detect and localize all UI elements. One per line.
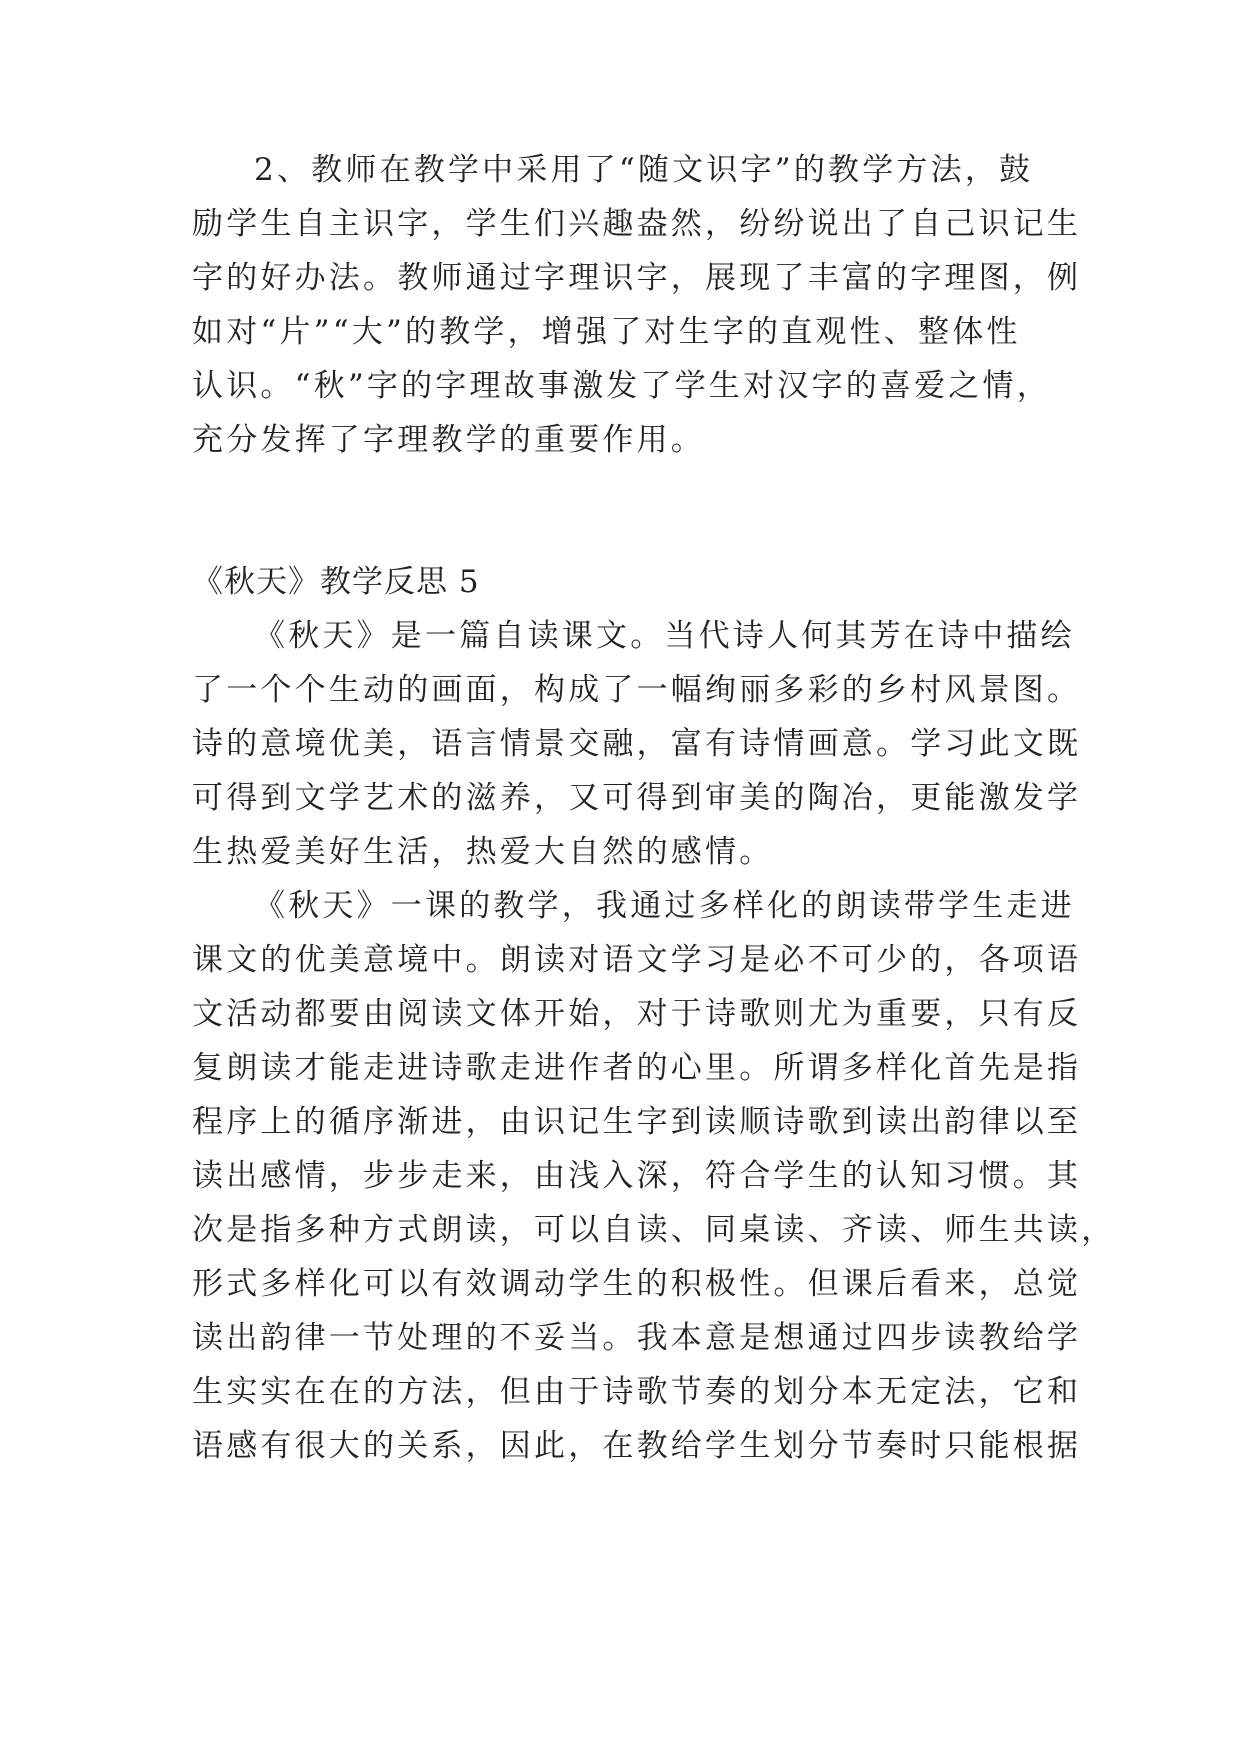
paragraph-1-line-2: 励学生自主识字，学生们兴趣盎然，纷纷说出了自己识记生: [192, 206, 1082, 242]
paragraph-1-line-6: 充分发挥了字理教学的重要作用。: [192, 422, 705, 458]
paragraph-3-line-8: 形式多样化可以有效调动学生的积极性。但课后看来，总觉: [192, 1266, 1082, 1302]
paragraph-1-line-4: 如对“片”“大”的教学，增强了对生字的直观性、整体性: [192, 314, 1021, 350]
paragraph-3-line-2: 课文的优美意境中。朗读对语文学习是必不可少的，各项语: [192, 942, 1082, 978]
paragraph-1-line-3: 字的好办法。教师通过字理识字，展现了丰富的字理图，例: [192, 260, 1082, 296]
paragraph-2-line-4: 可得到文学艺术的滋养，又可得到审美的陶冶，更能激发学: [192, 780, 1082, 816]
paragraph-2-line-3: 诗的意境优美，语言情景交融，富有诗情画意。学习此文既: [192, 726, 1082, 762]
paragraph-3-line-11: 语感有很大的关系，因此，在教给学生划分节奏时只能根据: [192, 1428, 1082, 1464]
paragraph-3-line-9: 读出韵律一节处理的不妥当。我本意是想通过四步读教给学: [192, 1320, 1082, 1356]
paragraph-3-line-3: 文活动都要由阅读文体开始，对于诗歌则尤为重要，只有反: [192, 996, 1082, 1032]
paragraph-3-line-4: 复朗读才能走进诗歌走进作者的心里。所谓多样化首先是指: [192, 1050, 1082, 1086]
paragraph-3-line-6: 读出感情，步步走来，由浅入深，符合学生的认知习惯。其: [192, 1158, 1082, 1194]
paragraph-3-line-1: 《秋天》一课的教学，我通过多样化的朗读带学生走进: [254, 888, 1075, 924]
paragraph-2-line-2: 了一个个生动的画面，构成了一幅绚丽多彩的乡村风景图。: [192, 672, 1082, 708]
paragraph-2-line-5: 生热爱美好生活，热爱大自然的感情。: [192, 834, 774, 870]
paragraph-3-line-10: 生实实在在的方法，但由于诗歌节奏的划分本无定法，它和: [192, 1374, 1082, 1410]
paragraph-1-line-5: 认识。“秋”字的字理故事激发了学生对汉字的喜爱之情，: [192, 368, 1051, 404]
section-title: 《秋天》教学反思 5: [192, 564, 480, 600]
paragraph-1-line-1: 2、教师在教学中采用了“随文识字”的教学方法，鼓: [254, 152, 1034, 188]
paragraph-3-line-5: 程序上的循序渐进，由识记生字到读顺诗歌到读出韵律以至: [192, 1104, 1082, 1140]
paragraph-2-line-1: 《秋天》是一篇自读课文。当代诗人何其芳在诗中描绘: [254, 618, 1075, 654]
paragraph-3-line-7: 次是指多种方式朗读，可以自读、同桌读、齐读、师生共读，: [192, 1212, 1116, 1248]
